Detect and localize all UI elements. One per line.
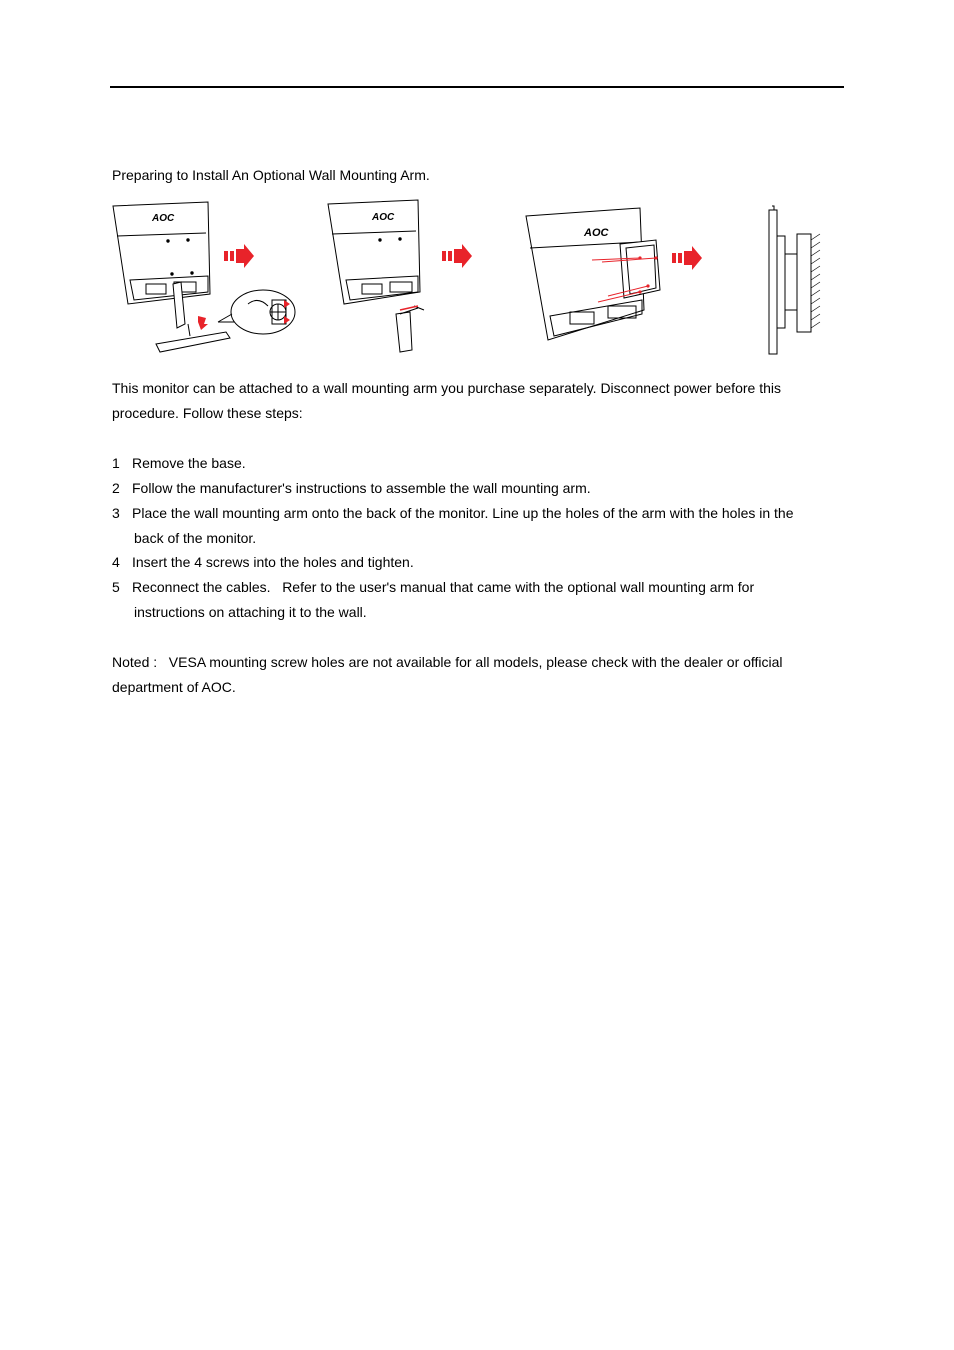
arrow-2-icon [442, 244, 472, 268]
section-heading: Preparing to Install An Optional Wall Mounting Arm. [112, 167, 430, 183]
header-rule [110, 86, 844, 88]
step-text: Place the wall mounting arm onto the back of the monitor. Line up the holes of the arm with the holes in the [132, 505, 794, 521]
latch-detail-callout [218, 290, 295, 334]
step-text: Insert the 4 screws into the holes and tighten. [132, 554, 414, 570]
wall-mount-illustration [108, 196, 838, 360]
note-line-2: department of AOC. [112, 679, 236, 695]
intro-line-1: This monitor can be attached to a wall mounting arm you purchase separately. Disconnect power before this [112, 380, 781, 396]
step-number: 1 [112, 455, 120, 471]
intro-line-2: procedure. Follow these steps: [112, 405, 303, 421]
step-2 [112, 476, 832, 501]
step-text: Remove the base. [132, 455, 246, 471]
step-text: Reconnect the cables. Refer to the user's manual that came with the optional wall mounting arm for [132, 579, 755, 595]
wall-hatching [811, 234, 820, 328]
monitor-with-base [113, 202, 230, 352]
arrow-3-icon [672, 246, 702, 270]
intro-paragraph [112, 376, 832, 426]
aoc-logo-2: AOC [372, 212, 395, 223]
step-5 [112, 575, 832, 625]
side-view-wall-mounted [769, 206, 811, 354]
aoc-logo-3: AOC [584, 227, 609, 239]
step-3 [112, 501, 832, 551]
step-number: 2 [112, 480, 120, 496]
step-1 [112, 451, 832, 476]
step-number: 4 [112, 554, 120, 570]
arrow-1-icon [224, 244, 254, 268]
step-text-continued: back of the monitor. [134, 530, 257, 546]
note-paragraph [112, 650, 832, 700]
step-number: 3 [112, 505, 120, 521]
aoc-logo-1: AOC [152, 213, 175, 224]
step-text-continued: instructions on attaching it to the wall. [134, 604, 367, 620]
note-line-1: Noted : VESA mounting screw holes are not available for all models, please check with the dealer or official [112, 654, 783, 670]
installation-diagram [108, 196, 838, 360]
step-number: 5 [112, 579, 120, 595]
step-4 [112, 550, 832, 575]
step-text: Follow the manufacturer's instructions to assemble the wall mounting arm. [132, 480, 591, 496]
